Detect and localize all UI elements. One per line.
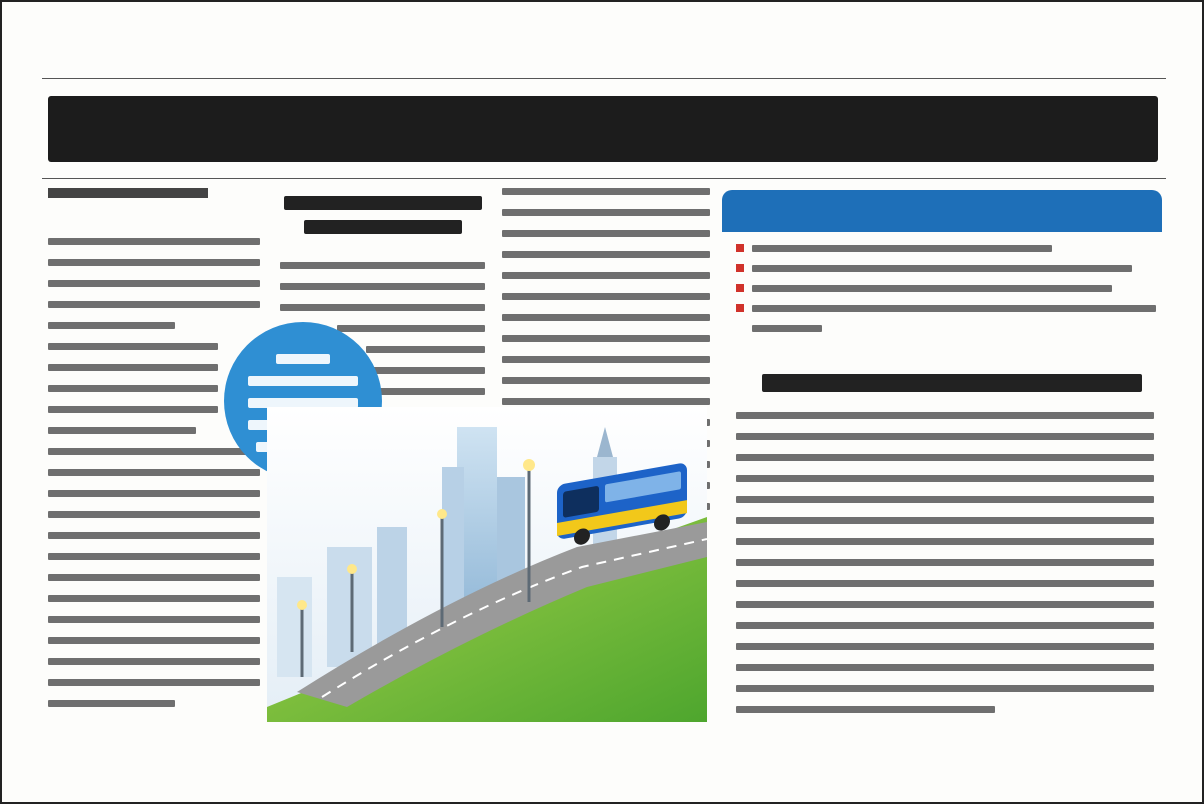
key-point: [736, 244, 1156, 252]
key-point: [736, 304, 1156, 312]
article-3-subheading: [762, 374, 1142, 392]
key-point: [736, 284, 1156, 292]
headline-rule: [42, 178, 1166, 179]
top-rule: [42, 78, 1166, 79]
article-column-4: [736, 412, 1154, 727]
key-point: [736, 264, 1156, 272]
headline: [48, 96, 1158, 162]
byline: [48, 188, 208, 198]
key-point: [736, 324, 1156, 332]
key-points-header: [722, 190, 1162, 232]
city-bus-illustration: [267, 407, 707, 722]
article-column-1: [48, 238, 260, 721]
key-points-list: [736, 244, 1156, 344]
article-2-subheading: [284, 196, 482, 246]
